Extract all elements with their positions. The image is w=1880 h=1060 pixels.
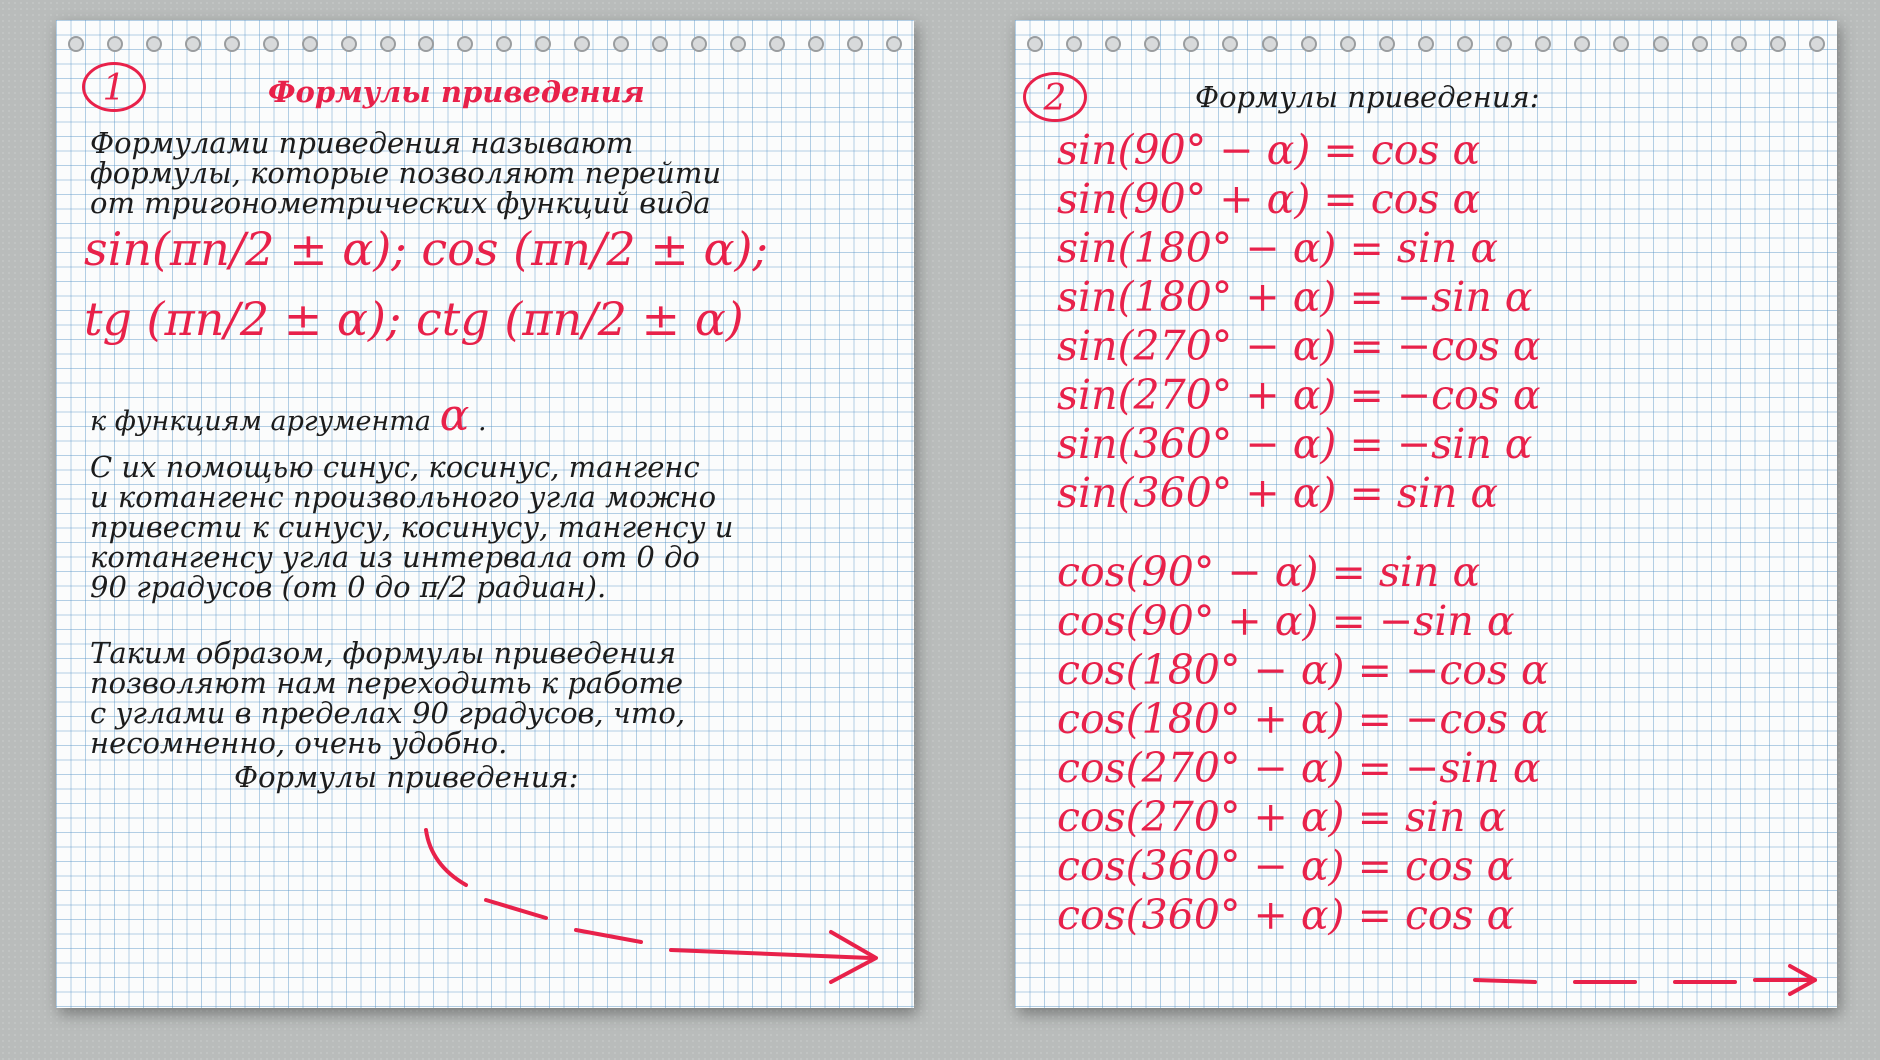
explanation-line: привести к синусу, косинусу, тангенсу и	[90, 510, 734, 544]
cos-formulas-list	[1057, 548, 1549, 940]
ring-hole	[263, 36, 279, 52]
intro-line: Формулами приведения называют	[90, 126, 634, 160]
intro-paragraph	[90, 128, 880, 218]
formulas-subtitle: Формулы приведения:	[234, 760, 579, 794]
page-number-badge: 2	[1023, 72, 1087, 122]
ring-hole	[691, 36, 707, 52]
ring-hole	[1340, 36, 1356, 52]
intro-line: формулы, которые позволяют перейти	[90, 156, 722, 190]
formula-line: sin(180° + α) = −sin α	[1057, 273, 1533, 321]
explanation-line: котангенсу угла из интервала от 0 до	[90, 540, 700, 574]
ring-hole	[224, 36, 240, 52]
conclusion-line: Таким образом, формулы приведения	[90, 636, 677, 670]
ring-hole	[1535, 36, 1551, 52]
ring-hole	[68, 36, 84, 52]
formula-line: sin(360° − α) = −sin α	[1057, 420, 1533, 468]
page-title: Формулы приведения	[268, 75, 645, 109]
ring-hole	[730, 36, 746, 52]
ring-hole	[1613, 36, 1629, 52]
dashed-arrow-icon	[416, 810, 896, 1000]
formula-line: sin(90° + α) = cos α	[1057, 175, 1481, 223]
ring-hole	[808, 36, 824, 52]
ring-hole	[1653, 36, 1669, 52]
ring-hole	[847, 36, 863, 52]
explanation-line: и котангенс произвольного угла можно	[90, 480, 717, 514]
ring-hole	[1066, 36, 1082, 52]
ring-hole	[652, 36, 668, 52]
explanation-line: 90 градусов (от 0 до π/2 радиан).	[90, 570, 607, 604]
ring-hole	[1027, 36, 1043, 52]
conclusion-line: позволяют нам переходить к работе	[90, 666, 684, 700]
sin-formulas-list	[1057, 126, 1541, 518]
ring-hole	[496, 36, 512, 52]
formula-line: cos(360° − α) = cos α	[1057, 842, 1515, 890]
notebook-page-2	[1015, 20, 1837, 1008]
formula-line: cos(270° − α) = −sin α	[1057, 744, 1541, 792]
conclusion-line: с углами в пределах 90 градусов, что,	[90, 696, 686, 730]
conclusion-line: несомненно, очень удобно.	[90, 726, 508, 760]
formula-line: cos(180° − α) = −cos α	[1057, 646, 1549, 694]
ring-hole	[1731, 36, 1747, 52]
fraction-formula-row: tg (πn/2 ± α); ctg (πn/2 ± α)	[84, 292, 744, 346]
formula-line: sin(270° − α) = −cos α	[1057, 322, 1541, 370]
formula-line: cos(90° + α) = −sin α	[1057, 597, 1515, 645]
formula-line: sin(180° − α) = sin α	[1057, 224, 1499, 272]
ring-hole	[1222, 36, 1238, 52]
ring-hole	[1262, 36, 1278, 52]
ring-hole	[1574, 36, 1590, 52]
ring-hole	[574, 36, 590, 52]
argument-line: к функциям аргумента α .	[90, 390, 487, 441]
ring-hole	[457, 36, 473, 52]
page-number-badge: 1	[82, 62, 146, 112]
formula-line: sin(90° − α) = cos α	[1057, 126, 1481, 174]
ring-hole	[1105, 36, 1121, 52]
formula-line: sin(360° + α) = sin α	[1057, 469, 1499, 517]
ring-hole	[1379, 36, 1395, 52]
ring-hole	[613, 36, 629, 52]
ring-hole	[185, 36, 201, 52]
ring-hole	[769, 36, 785, 52]
fraction-formula-row: sin(πn/2 ± α); cos (πn/2 ± α);	[84, 222, 768, 276]
ring-hole	[1770, 36, 1786, 52]
ring-hole	[341, 36, 357, 52]
formula-line: cos(90° − α) = sin α	[1057, 548, 1481, 596]
page-title: Формулы приведения:	[1195, 80, 1540, 114]
ring-hole	[886, 36, 902, 52]
argument-text: к функциям аргумента	[90, 406, 432, 437]
formula-line: cos(360° + α) = cos α	[1057, 891, 1515, 939]
ring-hole	[1301, 36, 1317, 52]
conclusion-paragraph	[90, 638, 880, 758]
notebook-page-1	[56, 20, 914, 1008]
ring-hole	[107, 36, 123, 52]
ring-hole	[1183, 36, 1199, 52]
ring-hole	[302, 36, 318, 52]
ring-hole	[418, 36, 434, 52]
spiral-rings	[68, 36, 902, 56]
ring-hole	[1418, 36, 1434, 52]
ring-hole	[1496, 36, 1512, 52]
spiral-rings	[1027, 36, 1825, 56]
ring-hole	[535, 36, 551, 52]
ring-hole	[380, 36, 396, 52]
ring-hole	[146, 36, 162, 52]
ring-hole	[1692, 36, 1708, 52]
intro-line: от тригонометрических функций вида	[90, 186, 711, 220]
formula-line: sin(270° + α) = −cos α	[1057, 371, 1541, 419]
ring-hole	[1144, 36, 1160, 52]
explanation-line: С их помощью синус, косинус, тангенс	[90, 450, 700, 484]
explanation-paragraph	[90, 452, 880, 602]
ring-hole	[1457, 36, 1473, 52]
ring-hole	[1809, 36, 1825, 52]
alpha-symbol: α	[439, 390, 470, 441]
dashed-arrow-icon	[1465, 960, 1825, 1000]
formula-line: cos(180° + α) = −cos α	[1057, 695, 1549, 743]
formula-line: cos(270° + α) = sin α	[1057, 793, 1507, 841]
